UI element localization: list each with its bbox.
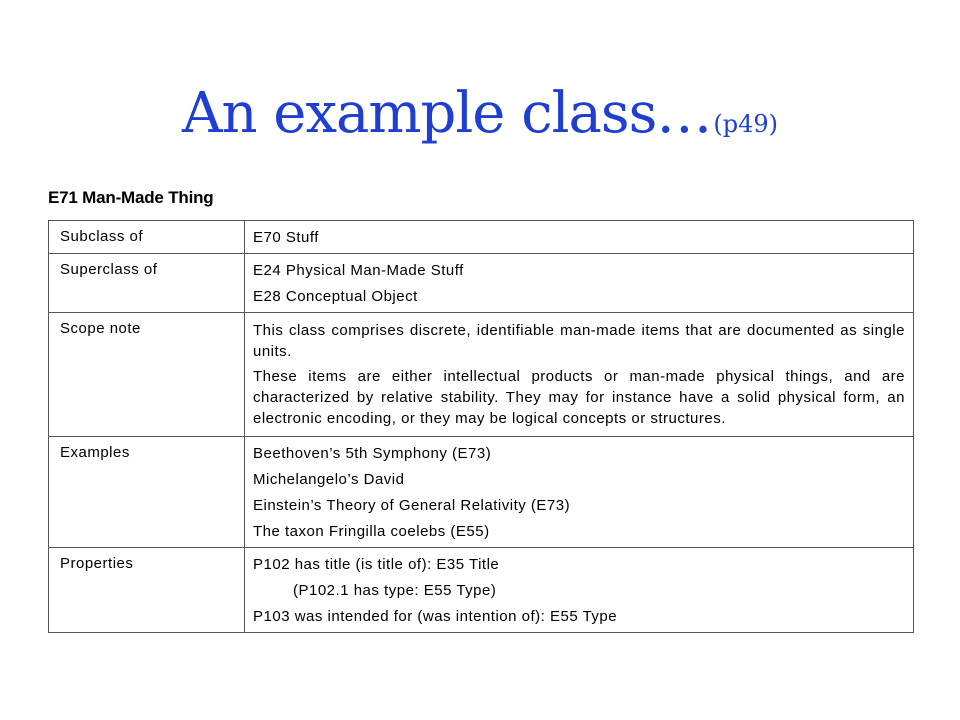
property-item: P102 has title (is title of): E35 Title (253, 556, 500, 573)
row-value-examples (245, 437, 914, 548)
class-definition-table (48, 220, 914, 633)
row-label-properties: Properties (49, 548, 245, 633)
row-value-scope-note (245, 313, 914, 437)
slide-title (0, 81, 960, 146)
row-value-properties (245, 548, 914, 633)
row-value-superclass-of (245, 254, 914, 313)
property-sub-item: (P102.1 has type: E55 Type) (293, 582, 497, 599)
table-row-superclass-of (49, 254, 914, 313)
row-label-examples: Examples (49, 437, 245, 548)
scope-note-paragraph: This class comprises discrete, identifiable man-made items that are documented as single units. (253, 322, 905, 360)
scope-note-paragraph: These items are either intellectual products or man-made physical things, and are characterized by relative stability. They may for instance have a solid physical form, an electronic encoding, or they may be logical concepts or structures. (253, 368, 905, 427)
row-label-scope-note: Scope note (49, 313, 245, 437)
example-item: Michelangelo’s David (253, 471, 405, 488)
page-reference: (p49) (713, 110, 778, 138)
table-row-scope-note (49, 313, 914, 437)
property-item: P103 was intended for (was intention of): E55 Type (253, 608, 618, 625)
example-item: The taxon Fringilla coelebs (E55) (253, 523, 490, 540)
subclass-value: E70 Stuff (253, 229, 319, 246)
superclass-value: E24 Physical Man-Made Stuff (253, 262, 464, 279)
row-label-subclass-of: Subclass of (49, 221, 245, 254)
table-row-subclass-of (49, 221, 914, 254)
class-name-heading: E71 Man-Made Thing (48, 188, 214, 207)
example-item: Beethoven’s 5th Symphony (E73) (253, 445, 492, 462)
superclass-value: E28 Conceptual Object (253, 288, 418, 305)
slide-title-text: An example class… (182, 81, 712, 146)
row-label-superclass-of: Superclass of (49, 254, 245, 313)
table-row-examples (49, 437, 914, 548)
row-value-subclass-of (245, 221, 914, 254)
table-row-properties (49, 548, 914, 633)
example-item: Einstein’s Theory of General Relativity (E73) (253, 497, 571, 514)
